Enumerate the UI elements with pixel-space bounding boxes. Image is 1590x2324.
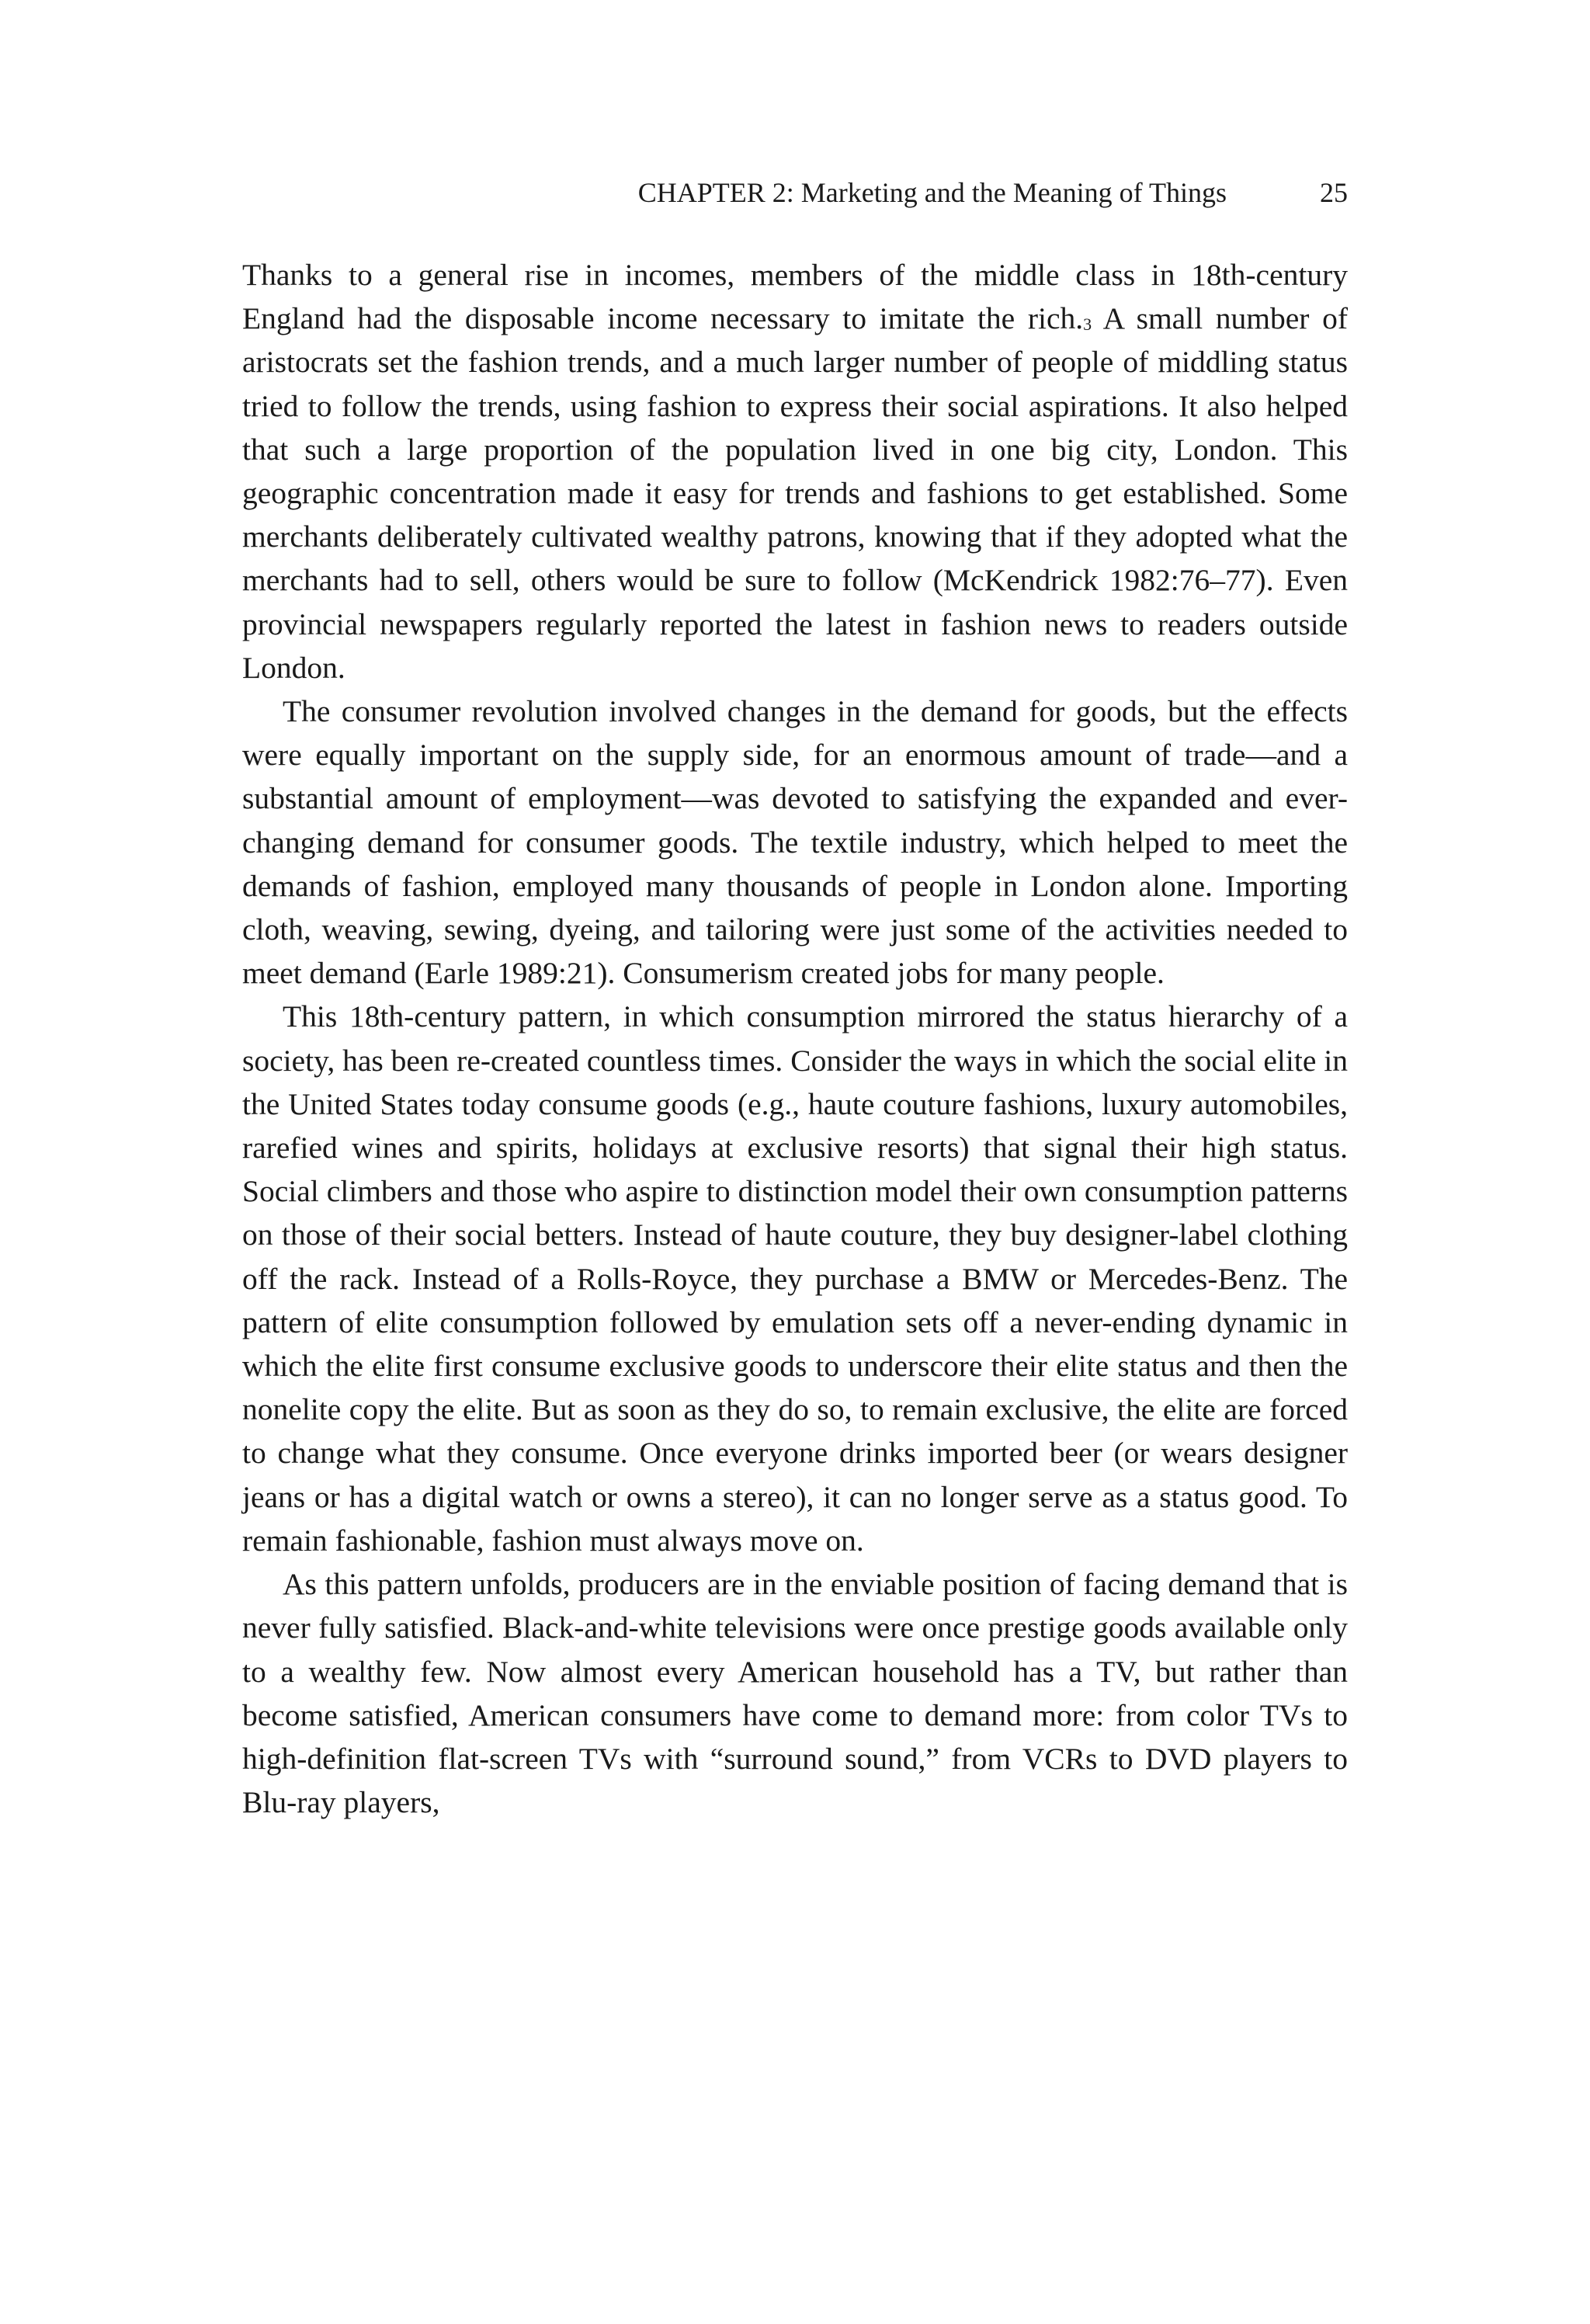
book-page: [242, 169, 1348, 1824]
paragraph-2: The consumer revolution involved changes in the demand for goods, but the effects were equally important on the supply side, for an enormous amount of trade—and a substantial amount of employment—was devoted to satisfying the expanded and ever-changing demand for consumer goods. The textile industry, which helped to meet the demands of fashion, employed many thousands of people in London alone. Importing cloth, weaving, sewing, dyeing, and tailoring were just some of the activities needed to meet demand (Earle 1989:21). Consumerism created jobs for many people.: [242, 694, 1348, 991]
paragraph-1: [242, 253, 1348, 690]
page-number: 25: [1320, 177, 1348, 208]
paragraph-3: This 18th-century pattern, in which consumption mirrored the status hierarchy of a society, has been re-created countless times. Consider the ways in which the social elite in the United States today consume goods (e.g., haute couture fashions, luxury automobiles, rarefied wines and spirits, holidays at exclusive resorts) that signal their high status. Social climbers and those who aspire to distinction model their own consumption patterns on those of their social betters. Instead of haute couture, they buy designer-label clothing off the rack. Instead of a Rolls-Royce, they purchase a BMW or Mercedes-Benz. The pattern of elite consumption followed by emulation sets off a never-ending dynamic in which the elite first consume exclusive goods to underscore their elite status and then the nonelite copy the elite. But as soon as they do so, to remain exclusive, the elite are forced to change what they consume. Once everyone drinks imported beer (or wears designer jeans or has a digital watch or owns a stereo), it can no longer serve as a status good. To remain fashionable, fashion must always move on.: [242, 999, 1348, 1558]
paragraph-1-text: Thanks to a general rise in incomes, members of the middle class in 18th-century England had the disposable income necessary to imitate the rich.: [242, 258, 1348, 336]
paragraph-1-text-continued: A small number of aristocrats set the fashion trends, and a much larger number of people of middling status tried to follow the trends, using fashion to express their social aspirations. It also helped that such a large proportion of the population lived in one big city, London. This geographic concentration made it easy for trends and fashions to get established. Some merchants deliberately cultivated wealthy patrons, knowing that if they adopted what the merchants had to sell, others would be sure to follow (McKendrick 1982:76–77). Even provincial newspapers regularly reported the latest in fashion news to readers outside London.: [242, 301, 1349, 685]
footnote-marker: 3: [1083, 314, 1092, 335]
running-head: [242, 169, 1348, 216]
paragraph-4: As this pattern unfolds, producers are in the enviable position of facing demand that is never fully satisfied. Black-and-white televisions were once prestige goods available only to a wealthy few. Now almost every American household has a TV, but rather than become satisfied, American consumers have come to demand more: from color TVs to high-definition flat-screen TVs with “surround sound,” from VCRs to DVD players to Blu-ray players,: [242, 1567, 1348, 1820]
body-text: [242, 253, 1348, 1824]
running-title: CHAPTER 2: Marketing and the Meaning of Things: [637, 177, 1227, 208]
